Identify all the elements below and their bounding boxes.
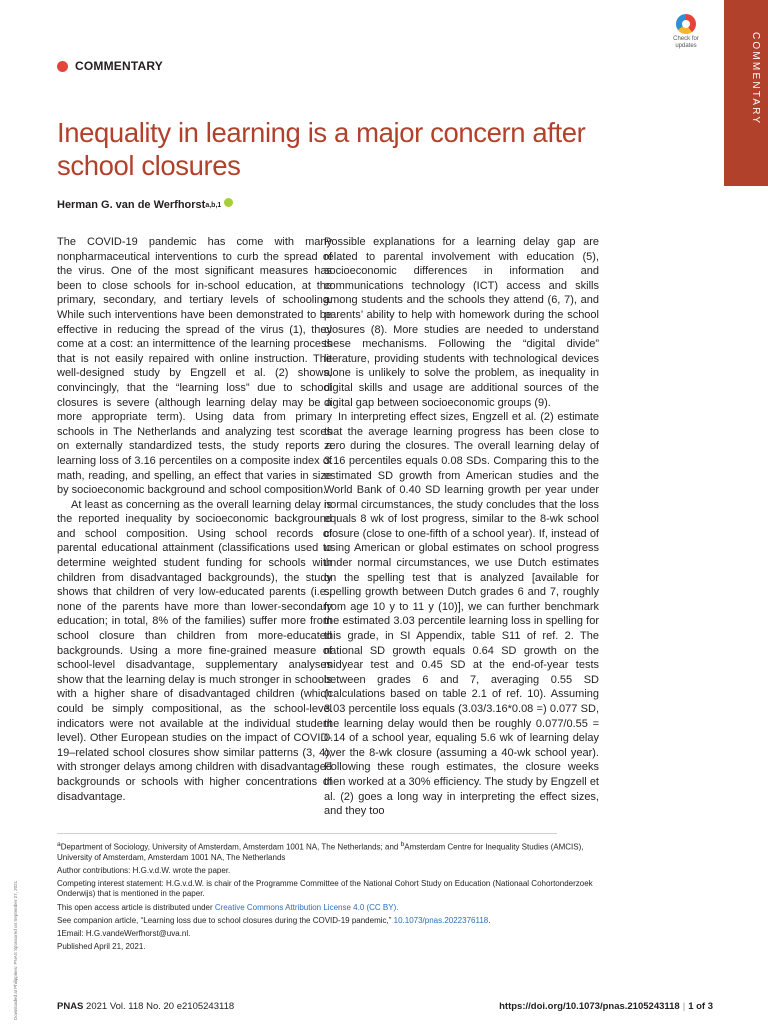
check-for-updates-badge[interactable] <box>664 14 708 54</box>
footnotes <box>57 840 617 955</box>
affil-b-text: Amsterdam Centre for Inequality Studies (AMCIS), University of Amsterdam, Amsterdam 1001 NA, The Netherlands <box>57 842 584 862</box>
author-affiliation-marks: a,b,1 <box>205 201 222 209</box>
footnote-competing-interest: Competing interest statement: H.G.v.d.W. is chair of the Programme Committee of the National Cohort Study on Education (Nationaal Cohortonderzoek Onderwijs) that is mentioned in the paper. <box>57 879 593 899</box>
paragraph: In interpreting effect sizes, Engzell et al. (2) estimate that the average learning progress has been close to zero during the closures. The overall learning delay of 3.16 percentiles equals 0.08 SDs. Comparing this to the estimated SD growth from American studies and the World Bank of 0.40 SD learning growth per year under normal circumstances, the study concludes that the loss equals 8 wk of lost progress, similar to the 8-wk school closure (close to one-fifth of a school year). If, instead of using American or global estimates on school progress under normal circumstances, we use Dutch estimates on the spelling test that is analyzed [available for spelling growth between Dutch grades 6 and 7, roughly from age 10 y to 11 y (10)], we can further benchmark the estimated 3.03 percentile learning loss in spelling for this grade, in SI Appendix, table S11 of ref. 2. The national SD growth equals 0.64 SD growth on the midyear test and 0.45 SD at the end-of-year tests between grades 6 and 7, averaging 0.55 SD (calculations based on table 2.1 of ref. 10). Assuming 3.03 percentile loss equals (3.03/3.16*0.08 =) 0.077 SD, the learning delay would then be roughly 0.077/0.55 = 0.14 of a school year, equaling 5.6 wk of learning delay over the 8-wk closure (assuming a 40-wk school year). Following these rough estimates, the closure weeks then worked at a 30% efficiency. The study by Engzell et al. (2) goes a long way in interpreting the effect sizes, and they too <box>324 411 599 818</box>
license-link[interactable]: Creative Commons Attribution License 4.0 (CC BY). <box>214 902 399 912</box>
section-label <box>57 58 163 74</box>
author-line <box>57 197 233 213</box>
footnote-divider <box>57 833 557 834</box>
paragraph: The COVID-19 pandemic has come with many nonpharmaceutical interventions to curb the spread of the virus. One of the most significant measures has been to close schools for in-school education, at the primary, secondary, and tertiary levels of schooling. While such interventions have been demonstrated to be effective in reducing the spread of the virus (1), they come at a cost: an intermittence of the learning process that is not easily repaired with online instruction. The well-designed study by Engzell et al. (2) shows, convincingly, that the “learning loss” due to school closures is severe (although learning delay may be a more appropriate term). Using data from primary schools in The Netherlands and analyzing test scores on externally standardized tests, the study reports a learning loss of 3.16 percentiles on a composite index of math, reading, and spelling, an effect that varies in size by socioeconomic background and school composition. <box>57 236 332 497</box>
doi-link[interactable]: https://doi.org/10.1073/pnas.2105243118 <box>499 1001 680 1012</box>
companion-suffix: . <box>488 915 491 925</box>
check-updates-icon <box>676 14 696 34</box>
paragraph: At least as concerning as the overall learning delay is the reported inequality by socioeconomic background and school composition. Using school records of parental educational attainment (classifications used to determine weighted student funding for schools with children from disadvantaged backgrounds), the study shows that children of very low-educated parents (i.e., none of the parents have more than lower-secondary education; in total, 8% of the families) suffer more from school closure than children from more-educated backgrounds. Using a more fine-grained measure of school-level disadvantage, supplementary analyses show that the learning delay is much stronger in schools with a higher share of disadvantaged children (which could be simply compositional, as the school-level indicators were not available at the individual student level). Other European studies on the impact of COVID-19–related school closures show similar patterns (3, 4), with stronger delays among children with disadvantaged backgrounds or schools with higher concentrations of disadvantage. <box>57 498 332 803</box>
footnote-license <box>57 903 617 913</box>
badge-line1: Check for <box>673 36 699 42</box>
citation-text: 2021 Vol. 118 No. 20 e2105243118 <box>83 1001 235 1012</box>
license-prefix: This open access article is distributed under <box>57 902 215 912</box>
badge-label <box>664 36 708 50</box>
badge-line2: updates <box>675 43 697 49</box>
page-number: 1 of 3 <box>688 1001 713 1012</box>
companion-prefix: See companion article, “Learning loss due to school closures during the COVID-19 pandemic,” <box>57 915 394 925</box>
footnote-published: Published April 21, 2021. <box>57 942 146 952</box>
section-label-text: COMMENTARY <box>75 59 163 73</box>
side-tab-label: COMMENTARY <box>750 32 761 126</box>
affil-mark-a: a <box>57 841 61 848</box>
affil-a-text: Department of Sociology, University of Amsterdam, Amsterdam 1001 NA, The Netherlands; and <box>60 842 401 852</box>
footnote-email: 1Email: H.G.vandeWerfhorst@uva.nl. <box>57 929 191 939</box>
paragraph: Possible explanations for a learning delay gap are related to parental involvement with education (5), socioeconomic differences in information and communications technology (ICT) access and skills among students and the schools they attend (6, 7), and parents’ ability to help with homework during the school closures (8). More studies are needed to understand these mechanisms. Following the “digital divide” literature, providing students with technological devices alone is unlikely to solve the problem, as inequality in digital skills and usage are additional sources of the digital gap between socioeconomic groups (9). <box>324 236 599 409</box>
left-column <box>57 235 332 804</box>
companion-doi-link[interactable]: 10.1073/pnas.2022376118 <box>393 915 489 925</box>
footnote-contributions: Author contributions: H.G.v.d.W. wrote the paper. <box>57 866 231 876</box>
footer-citation <box>57 1001 234 1012</box>
footer-separator: | <box>682 1001 686 1012</box>
orcid-icon[interactable] <box>224 198 233 207</box>
affil-mark-b: b <box>400 841 405 848</box>
author-name: Herman G. van de Werfhorst <box>57 199 206 211</box>
footnote-companion <box>57 916 617 926</box>
article-title: Inequality in learning is a major concern after school closures <box>57 117 586 181</box>
bullet-icon <box>57 61 68 72</box>
footnote-affiliations <box>57 840 617 863</box>
journal-name: PNAS <box>57 1001 84 1012</box>
footer-doi-page <box>499 1001 713 1012</box>
right-column <box>324 235 599 819</box>
page-footer <box>57 1001 713 1015</box>
download-margin-note: Downloaded at Philippines: PNAS Sponsored on September 27, 2021 <box>13 880 18 1020</box>
